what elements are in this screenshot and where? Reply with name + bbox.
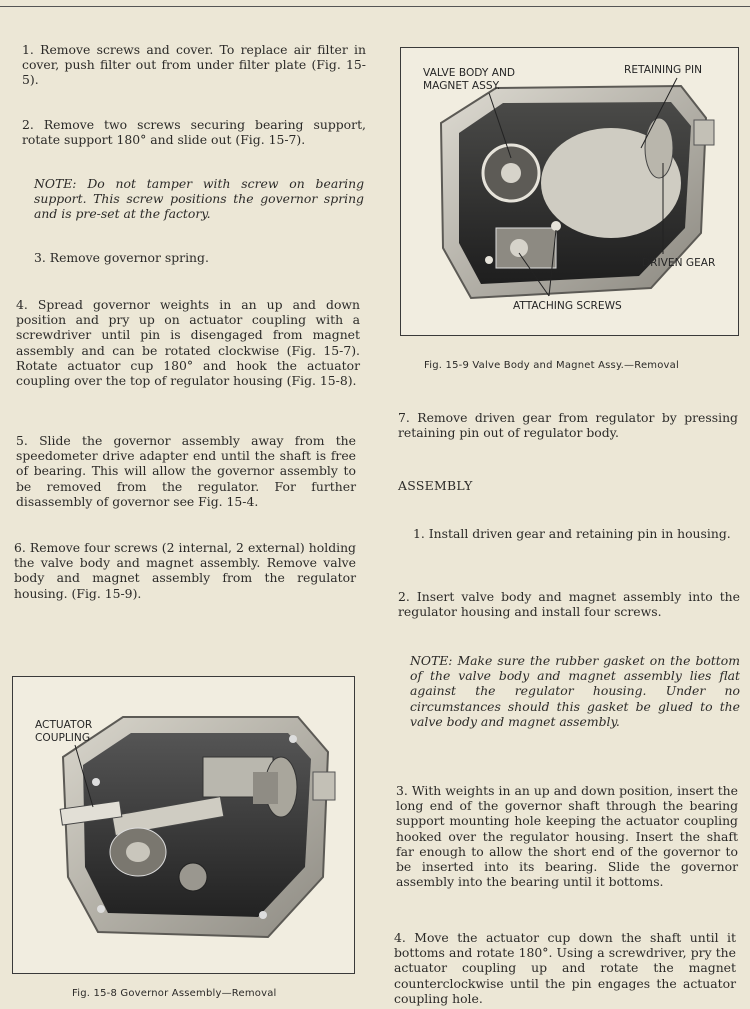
label-retaining-pin: RETAINING PIN <box>624 64 703 76</box>
caption-fig-15-8: Fig. 15-8 Governor Assembly—Removal <box>72 988 277 999</box>
label-attaching-screws: ATTACHING SCREWS <box>513 300 622 312</box>
caption-fig-15-9: Fig. 15-9 Valve Body and Magnet Assy.—Removal <box>424 360 679 371</box>
assembly-step-4: 4. Move the actuator cup down the shaft until it bottoms and rotate 180°. Using a screwdriver, pry the actuator coupling up and rotate the magnet counterclockwise until the pin engages the actuator coupling hole. <box>394 930 736 1006</box>
step-2: 2. Remove two screws securing bearing support, rotate support 180° and slide out (Fig. 15-7). <box>22 117 366 148</box>
assembly-step-2: 2. Insert valve body and magnet assembly into the regulator housing and install four screws. <box>398 589 740 620</box>
step-5: 5. Slide the governor assembly away from the speedometer drive adapter end until the shaft is free of bearing. This will allow the governor assembly to be removed from the regulator. For further disassembly of governor see Fig. 15-4. <box>16 433 356 509</box>
label-actuator-coupling: ACTUATOR COUPLING <box>35 719 93 744</box>
assembly-heading: ASSEMBLY <box>398 478 473 493</box>
note-2: NOTE: Make sure the rubber gasket on the bottom of the valve body and magnet assembly lies flat against the regulator housing. Under no circumstances should this gasket be glued to the valve body and magnet assembly. <box>410 653 740 729</box>
step-7: 7. Remove driven gear from regulator by pressing retaining pin out of regulator body. <box>398 410 738 441</box>
note-1: NOTE: Do not tamper with screw on bearing support. This screw positions the governor spring and is pre-set at the factory. <box>34 176 364 222</box>
figure-15-9 <box>400 47 739 336</box>
label-driven-gear: DRIVEN GEAR <box>642 257 716 269</box>
top-rule <box>0 6 750 7</box>
assembly-step-1: 1. Install driven gear and retaining pin in housing. <box>413 526 731 541</box>
step-6: 6. Remove four screws (2 internal, 2 external) holding the valve body and magnet assembly. Remove valve body and magnet assembly from the regulator housing. (Fig. 15-9). <box>14 540 356 601</box>
assembly-step-3: 3. With weights in an up and down position, insert the long end of the governor shaft through the bearing support mounting hole keeping the actuator coupling hooked over the regulator housing. Insert the shaft far enough to allow the short end of the governor to be inserted into its bearing. Slide the governor assembly into the bearing until it bottoms. <box>396 783 738 890</box>
figure-15-8 <box>12 676 355 974</box>
label-valve-body: VALVE BODY AND MAGNET ASSY. <box>423 67 516 92</box>
step-3: 3. Remove governor spring. <box>34 250 209 265</box>
step-1: 1. Remove screws and cover. To replace air filter in cover, push filter out from under filter plate (Fig. 15-5). <box>22 42 366 88</box>
step-4: 4. Spread governor weights in an up and down position and pry up on actuator coupling with a screwdriver until pin is disengaged from magnet assembly and can be rotated clockwise (Fig. 15-7). Rotate actuator cup 180° and hook the actuator coupling over the top of regulator housing (Fig. 15-8). <box>16 297 360 389</box>
